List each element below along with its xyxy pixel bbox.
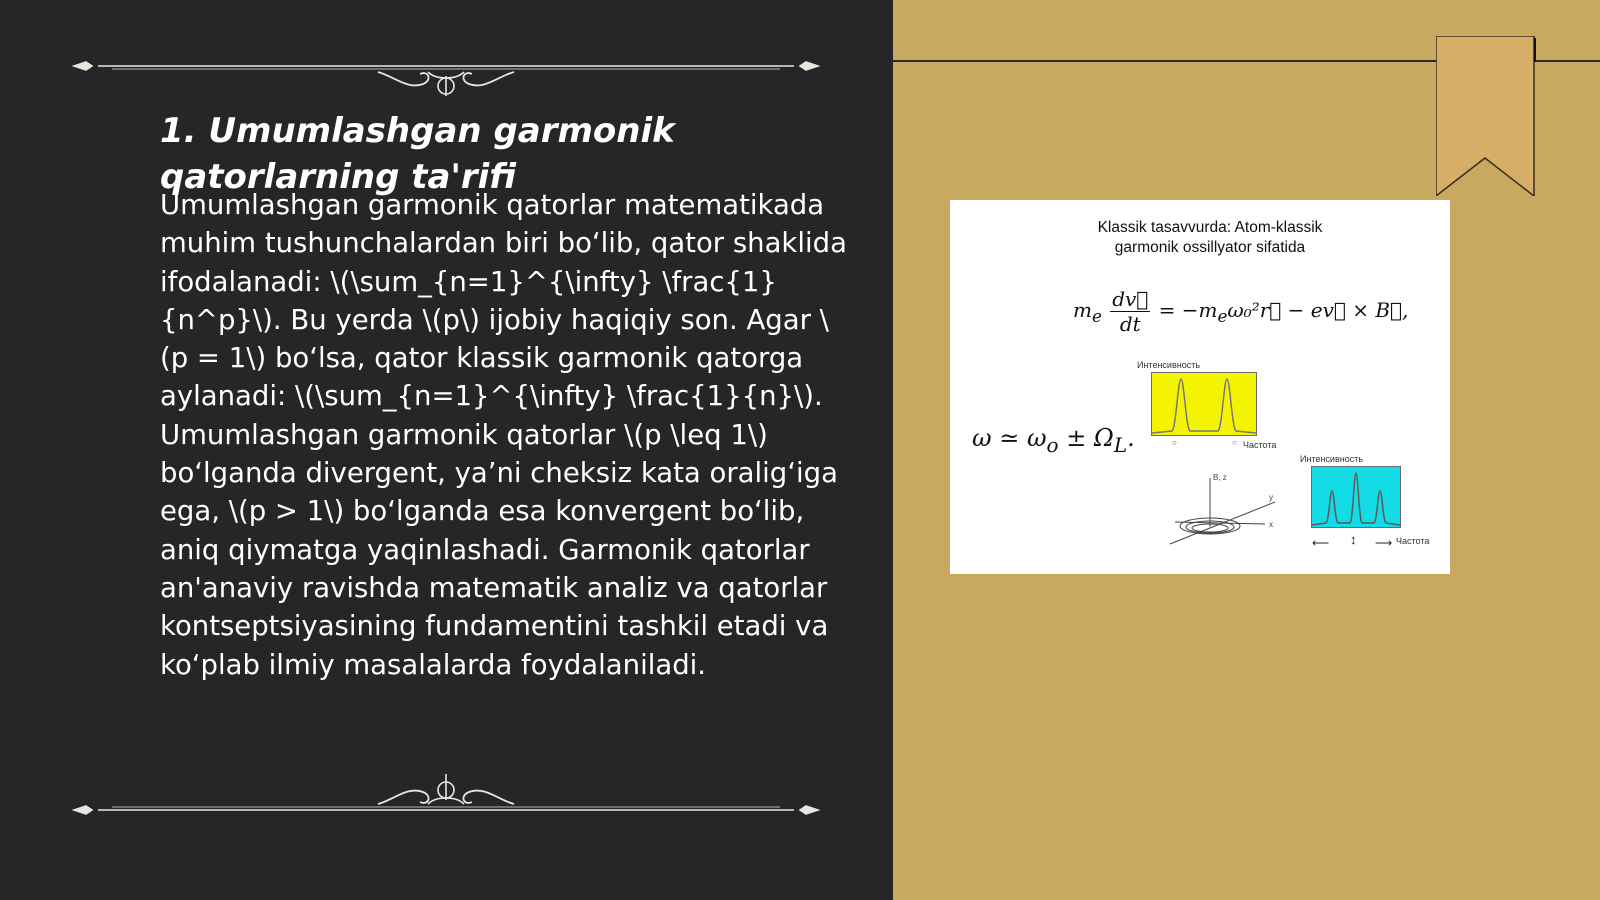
spectrum2-xlabel: Частота (1396, 536, 1430, 546)
figure-caption-line-1: Klassik tasavvurda: Atom-klassik (1097, 219, 1323, 236)
spectrum1-tick-omega-left: ○ (1172, 438, 1177, 447)
slide-body-text: Umumlashgan garmonik qatorlar matematikada muhim tushunchalardan biri bo‘lib, qator shaklida ifodalanadi: \(\sum_{n=1}^{\infty} \frac{1}{n^p}\). Bu yerda \(p\) ijobiy haqiqiy son. Agar \(p = 1\) bo‘lsa, qator klassik garmonik qatorga aylanadi: \(\sum_{n=1}^{\infty} \frac{1}{n}\). Umumlashgan garmonik qatorlar \(p \leq 1\) bo‘lganda divergent, ya’ni cheksiz kata oralig‘iga ega, \(p > 1\) bo‘lganda esa konvergent bo‘lib, aniq qiymatga yaqinlashadi. Garmonik qatorlar an'anaviy ravishda matematik analiz va qatorlar kontseptsiyasining fundamentini tashkil etadi va ko‘plab ilmiy masalalarda foydalaniladi. (160, 189, 847, 681)
spectrum1-tick-omega-right: ○ (1232, 438, 1237, 447)
arrow-right-icon: ⟶ (1375, 536, 1393, 550)
bottom-ornament-icon (68, 770, 824, 830)
spectrum1-xlabel: Частота (1243, 440, 1277, 450)
spectrum2-ylabel: Интенсивность (1300, 454, 1364, 464)
spectrum1-yellow (1151, 372, 1257, 436)
arrow-up-icon: ↕ (1350, 532, 1357, 547)
coordinate-axes-icon (1165, 472, 1285, 552)
top-ornament-icon (68, 36, 824, 96)
equation-fraction: $\frac{dv⃗}{dt}$ (1112, 287, 1149, 336)
bookmark-ribbon-icon (1436, 36, 1536, 196)
arrow-left-icon: ⟵ (1312, 536, 1330, 550)
spectrum2-cyan (1311, 466, 1401, 528)
slide-title: 1. Umumlashgan garmonik qatorlarning ta'rifi (160, 111, 675, 197)
figure-caption-line-2: garmonik ossillyator sifatida (1114, 239, 1306, 256)
figure-caption (950, 218, 1470, 258)
axes-label-b-z: B, z (1213, 473, 1227, 482)
frequency-equation: ω ≃ $\omega_o \pm \Omega_L$. (972, 424, 1135, 457)
equation-of-motion: $m_e$ $\frac{dv⃗}{dt}$ = $-m_e\omega_0^2r⃗$ − ev⃗ × B⃗, (1073, 287, 1409, 336)
axes-label-y: y (1269, 493, 1273, 502)
oscillator-figure (950, 200, 1450, 574)
spectrum1-ylabel: Интенсивность (1137, 360, 1201, 370)
axes-label-x: x (1269, 520, 1273, 529)
